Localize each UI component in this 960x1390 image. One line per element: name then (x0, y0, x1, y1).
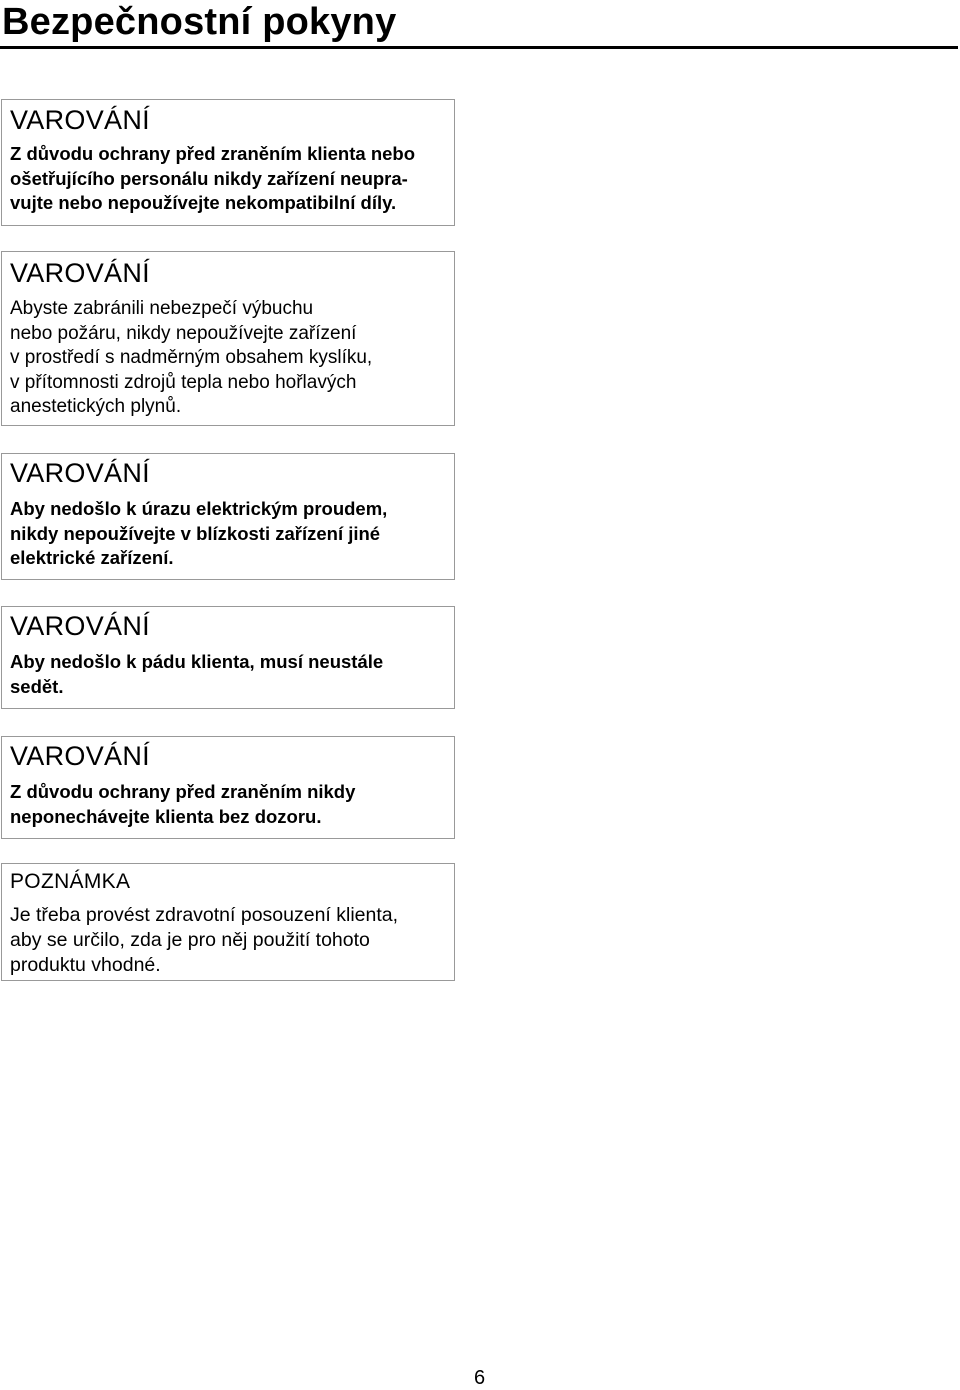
warning-heading: VAROVÁNÍ (10, 458, 150, 488)
note-text: Je třeba provést zdravotní posouzení klienta, aby se určilo, zda je pro něj použití tohoto produktu vhodné. (10, 904, 399, 976)
note-heading: POZNÁMKA (10, 870, 131, 893)
title-divider (0, 46, 958, 49)
warning-heading: VAROVÁNÍ (10, 105, 150, 135)
warning-text: Z důvodu ochrany před zraněním nikdy neponechávejte klienta bez dozoru. (10, 781, 356, 827)
warning-heading: VAROVÁNÍ (10, 741, 150, 771)
warning-box-electric-shock (1, 453, 455, 580)
warning-heading: VAROVÁNÍ (10, 258, 150, 288)
page-number: 6 (474, 1367, 486, 1389)
warning-text: Aby nedošlo k pádu klienta, musí neustále sedět. (10, 651, 384, 697)
warning-box-unattended-client (1, 736, 455, 839)
warning-text: Aby nedošlo k úrazu elektrickým proudem, nikdy nepoužívejte v blízkosti zařízení jiné elektrické zařízení. (10, 498, 388, 568)
warning-heading: VAROVÁNÍ (10, 611, 150, 641)
page-title: Bezpečnostní pokyny (2, 1, 397, 43)
warning-box-client-fall (1, 606, 455, 709)
note-box-health-assessment (1, 863, 455, 981)
warning-box-incompatible-parts (1, 99, 455, 226)
warning-text: Z důvodu ochrany před zraněním klienta nebo ošetřujícího personálu nikdy zařízení neupra- vujte nebo nepoužívejte nekompatibilní díly. (10, 143, 416, 213)
warning-text: Abyste zabránili nebezpečí výbuchu nebo požáru, nikdy nepoužívejte zařízení v prostředí s nadměrným obsahem kyslíku, v přítomnosti zdrojů tepla nebo hořlavých anestetických plynů. (10, 298, 373, 417)
warning-box-explosion-fire (1, 251, 455, 426)
